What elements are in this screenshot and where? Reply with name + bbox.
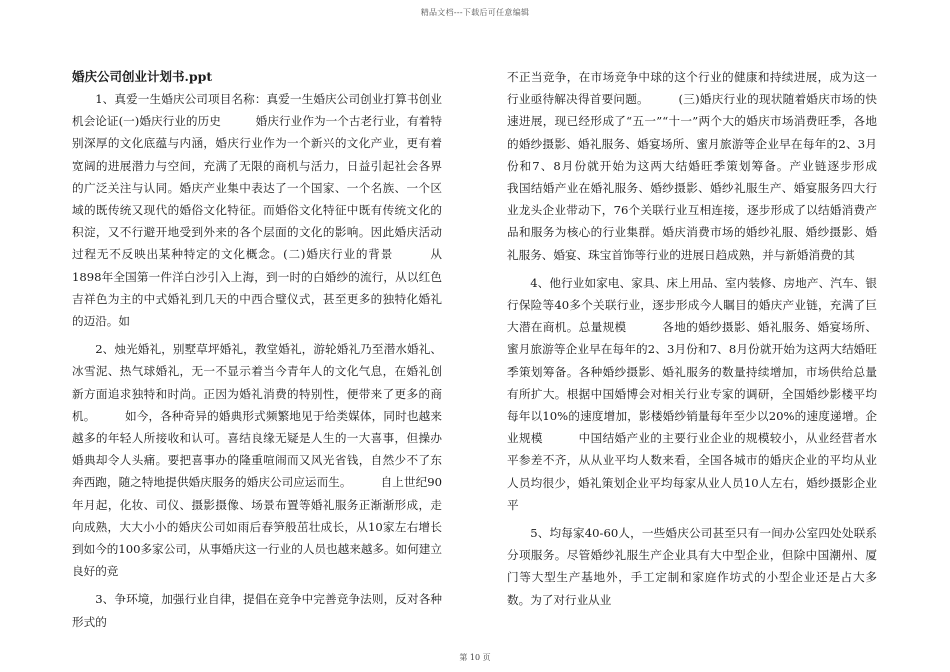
page-number: 第 10 页 xyxy=(459,653,491,662)
paragraph: 3、争环境，加强行业自律，提倡在竞争中完善竞争法则，反对各种形式的 xyxy=(72,592,442,629)
page-header: 精品文档---下载后可任意编辑 xyxy=(420,8,530,17)
paragraph: 1、真爱一生婚庆公司项目名称：真爱一生婚庆公司创业打算书创业机会论证(一)婚庆行业的历史 婚庆行业作为一个古老行业，有着特别深厚的文化底蕴与内涵，婚庆行业作为一个新兴的文化产业，更有着宽阔的进展潜力与空间，充满了无限的商机与活力，日益引起社会各界的广泛关注与认同。婚庆产业集中表达了一个国家、一个名族、一个区域的既传统又现代的婚俗文化特征。而婚俗文化特征中既有传统文化的积淀，又不行避开地受到外来的各个层面的文化的影响。因此婚庆活动过程无不反映出某种特定的文化概念。(二)婚庆行业的背景 从1898年全国第一件洋白沙引入上海，到一时的白婚纱的流行，从以红色吉祥色为主的中式婚礼到几天的中西合璧仪式，甚至更多的独特化婚礼的迈沿。如 xyxy=(72,92,442,329)
paragraph: 4、他行业如家电、家具、床上用品、室内装修、房地产、汽车、银行保险等40多个关联行业，逐步形成今人瞩目的婚庆产业链，充满了巨大潜在商机。总量规模 各地的婚纱摄影、婚礼服务、婚宴场所、蜜月旅游等企业早在每年的2、3月份和7、8月份就开始为这两大结婚旺季策划筹备。各种婚纱摄影、婚礼服务的数量持续增加，市场供给总量有所扩大。根据中国婚博会对相关行业专家的调研，全国婚纱影楼平均每年以10%的速度增加，影楼婚纱销量每年至少以20%的速度递增。企业规模 中国结婚产业的主要行业企业的规模较小，从业经营者水平参差不齐，从从业平均人数来看，全国各城市的婚庆企业的平均从业人员均很少，婚礼策划企业平均每家从业人员10人左右，婚纱摄影企业平 xyxy=(507,275,877,512)
paragraph: 2、烛光婚礼，别墅草坪婚礼，教堂婚礼，游轮婚礼乃至潜水婚礼、冰雪泥、热气球婚礼，无一不显示着当今青年人的文化气息，在婚礼创新方面追求独特和时尚。正因为婚礼消费的特别性，便带来了更多的商机。 如今，各种奇异的婚典形式频繁地见于给类媒体，同时也越来越多的年轻人所接收和认可。喜结良缘无疑是人生的一大喜事，但操办婚典却令人头痛。要把喜事办的隆重喧闹而又风光省钱，自然少不了东奔西跑，随之特地提供婚庆服务的婚庆公司应运而生。 自上世纪90年月起，化妆、司仪、摄影摄像、场景布置等婚礼服务正渐渐形成，走向成熟，大大小小的婚庆公司如雨后春笋般茁壮成长，从10家左右增长到如今的100多家公司，从事婚庆这一行业的人员也越来越多。如何建立良好的竞 xyxy=(72,342,442,579)
left-column xyxy=(72,66,442,633)
right-column xyxy=(507,66,912,611)
document-title: 婚庆公司创业计划书.ppt xyxy=(72,69,213,84)
paragraph: 5、均每家40-60人，一些婚庆公司甚至只有一间办公室四处处联系分项服务。尽管婚纱礼服生产企业具有大中型企业，但除中国潮州、厦门等大型生产基地外，手工定制和家庭作坊式的小型企业还是占大多数。为了对行业从业 xyxy=(507,526,877,607)
paragraph: 不正当竞争，在市场竞争中球的这个行业的健康和持续进展，成为这一行业亟待解决得首要问题。 (三)婚庆行业的现状随着婚庆市场的快速进展，现已经形成了“五一”“十一”两个大的婚庆市场消费旺季，各地的婚纱摄影、婚礼服务、婚宴场所、蜜月旅游等企业早在每年的2、3月份和7、8月份就开始为这两大结婚旺季策划筹备。产业链逐步形成 我国结婚产业在婚礼服务、婚纱摄影、婚纱礼服生产、婚宴服务四大行业龙头企业带动下，76个关联行业互相连接，逐步形成了以结婚消费产品和服务为核心的行业集群。婚庆消费市场的婚纱礼服、婚纱摄影、婚礼服务、婚宴、珠宝首饰等行业的进展日趋成熟，并与新婚消费的其 xyxy=(507,70,912,262)
